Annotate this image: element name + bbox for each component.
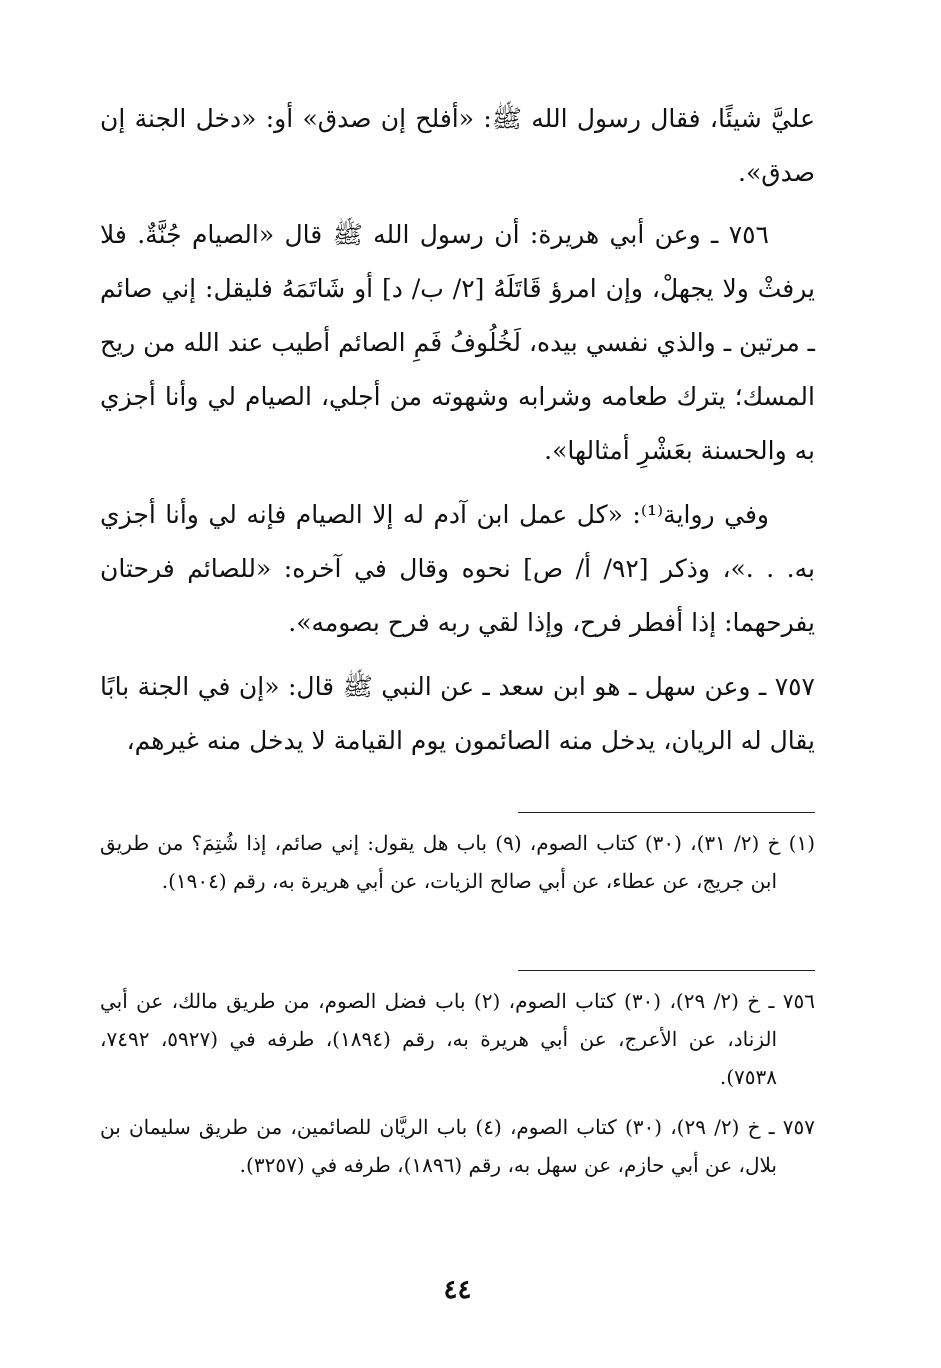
page-number: ٤٤ — [443, 1275, 472, 1305]
footnote-1: (١) خ (٢/ ٣١)، (٣٠) كتاب الصوم، (٩) باب هل يقول: إني صائم، إذا شُتِمَ؟ من طريق ابن جريج، عن عطاء، عن أبي صالح الزيات، عن أبي هريرة به، رقم (١٩٠٤). — [100, 831, 816, 893]
paragraph-riwaya: وفي رواية⁽¹⁾: «كل عمل ابن آدم له إلا الصيام فإنه لي وأنا أجزي به. . .»، وذكر [٩٢/ أ/ ص] نحوه وقال في آخره: «للصائم فرحتان يفرحهما: إذا أفطر فرح، وإذا لقي ربه فرح بصومه». — [100, 500, 815, 637]
takhrij-756: ٧٥٦ ـ خ (٢/ ٢٩)، (٣٠) كتاب الصوم، (٢) باب فضل الصوم، من طريق مالك، عن أبي الزناد، عن الأعرج، عن أبي هريرة به، رقم (١٨٩٤)، طرفه في (٥٩٢٧، ٧٤٩٢، ٧٥٣٨). — [100, 989, 815, 1089]
takhrij-757: ٧٥٧ ـ خ (٢/ ٢٩)، (٣٠) كتاب الصوم، (٤) باب الريَّان للصائمين، من طريق سليمان بن بلال، عن أبي حازم، عن سهل به، رقم (١٨٩٦)، طرفه في (٣٢٥٧). — [100, 1115, 815, 1177]
paragraph-hadith-757: ٧٥٧ ـ وعن سهل ـ هو ابن سعد ـ عن النبي ﷺ قال: «إن في الجنة بابًا يقال له الريان، يدخل منه الصائمون يوم القيامة لا يدخل منه غيرهم، — [100, 672, 815, 755]
footnotes-numbered — [100, 824, 815, 900]
paragraph-continuation: عليَّ شيئًا، فقال رسول الله ﷺ: «أفلح إن صدق» أو: «دخل الجنة إن صدق». — [100, 104, 815, 187]
footnotes-takhrij — [100, 982, 815, 1184]
main-text — [100, 92, 815, 778]
takhrij-divider — [518, 970, 815, 971]
book-page — [100, 0, 815, 1368]
footnote-divider — [518, 812, 815, 813]
paragraph-hadith-756: ٧٥٦ ـ وعن أبي هريرة: أن رسول الله ﷺ قال «الصيام جُنَّةٌ. فلا يرفثْ ولا يجهلْ، وإن امرؤ قَاتَلَهُ [٢/ ب/ د] أو شَاتَمَهُ فليقل: إني صائم ـ مرتين ـ والذي نفسي بيده، لَخُلُوفُ فَمِ الصائم أطيب عند الله من ريح المسك؛ يترك طعامه وشرابه وشهوته من أجلي، الصيام لي وأنا أجزي به والحسنة بعَشْرِ أمثالها». — [100, 220, 815, 465]
